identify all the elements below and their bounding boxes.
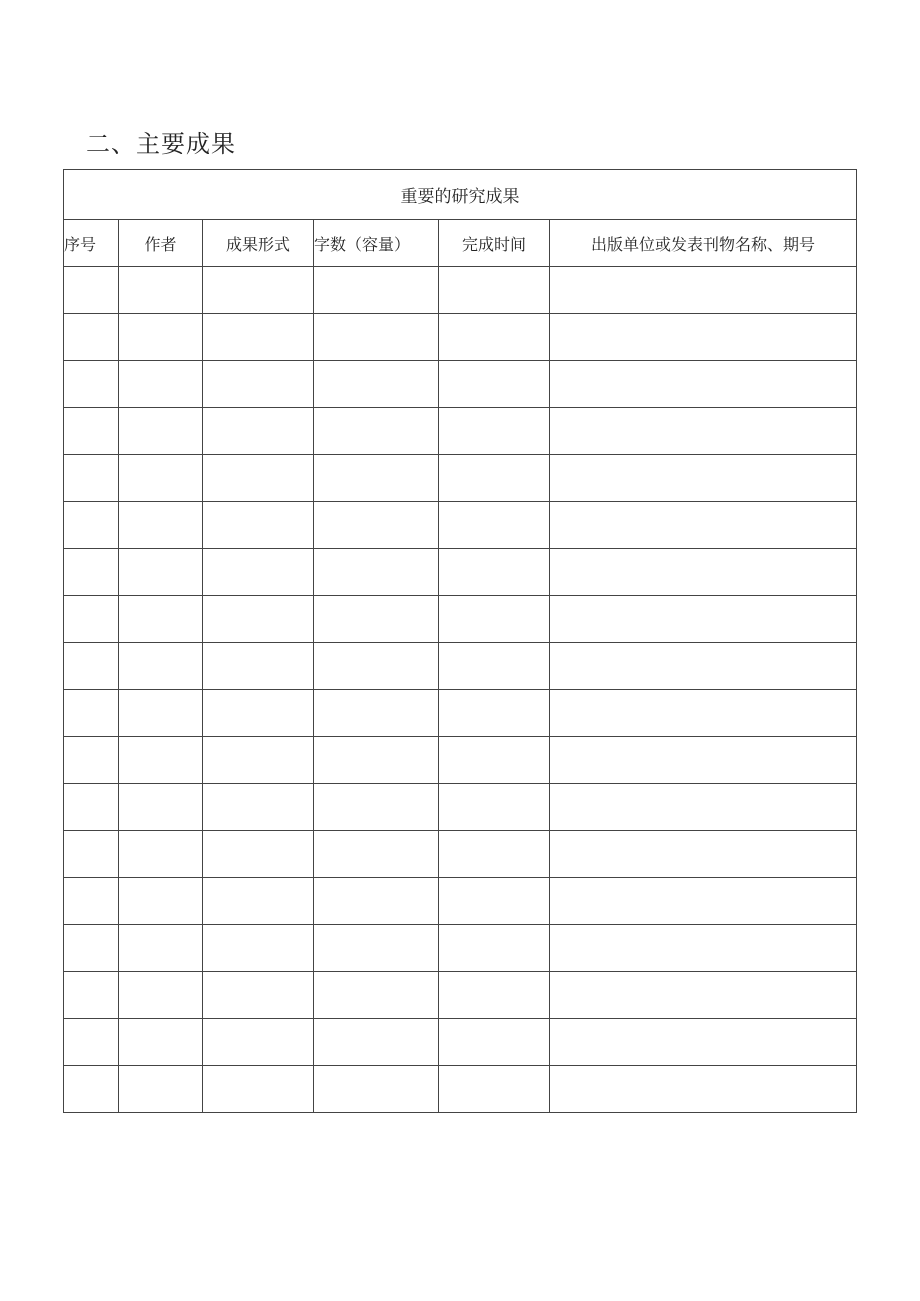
word-count-cell xyxy=(314,549,439,596)
completion-time-cell xyxy=(439,596,550,643)
serial-number-cell xyxy=(64,690,119,737)
completion-time-cell xyxy=(439,878,550,925)
result-form-cell xyxy=(203,831,314,878)
word-count-cell xyxy=(314,1019,439,1066)
table-row xyxy=(64,972,857,1019)
word-count-cell xyxy=(314,737,439,784)
serial-number-cell xyxy=(64,549,119,596)
completion-time-cell xyxy=(439,972,550,1019)
completion-time-cell xyxy=(439,502,550,549)
table-row xyxy=(64,455,857,502)
word-count-cell xyxy=(314,408,439,455)
word-count-cell xyxy=(314,972,439,1019)
publisher-cell xyxy=(550,596,857,643)
result-form-cell xyxy=(203,784,314,831)
publisher-cell xyxy=(550,878,857,925)
publisher-cell xyxy=(550,502,857,549)
author-cell xyxy=(119,831,203,878)
table-row xyxy=(64,408,857,455)
result-form-cell xyxy=(203,972,314,1019)
table-row xyxy=(64,1066,857,1113)
word-count-cell xyxy=(314,831,439,878)
result-form-cell xyxy=(203,1019,314,1066)
word-count-cell xyxy=(314,502,439,549)
completion-time-cell xyxy=(439,314,550,361)
publisher-cell xyxy=(550,314,857,361)
table-header-row xyxy=(64,220,857,267)
result-form-cell xyxy=(203,737,314,784)
word-count-cell xyxy=(314,690,439,737)
word-count-cell xyxy=(314,925,439,972)
result-form-cell xyxy=(203,455,314,502)
result-form-cell xyxy=(203,925,314,972)
word-count-cell xyxy=(314,455,439,502)
table-title: 重要的研究成果 xyxy=(64,170,857,220)
result-form-cell xyxy=(203,361,314,408)
publisher-cell xyxy=(550,737,857,784)
completion-time-cell xyxy=(439,1066,550,1113)
table-row xyxy=(64,361,857,408)
serial-number-cell xyxy=(64,361,119,408)
completion-time-cell xyxy=(439,643,550,690)
word-count-cell xyxy=(314,784,439,831)
author-cell xyxy=(119,878,203,925)
author-cell xyxy=(119,408,203,455)
author-cell xyxy=(119,925,203,972)
research-results-table xyxy=(63,169,857,1113)
publisher-cell xyxy=(550,972,857,1019)
publisher-cell xyxy=(550,408,857,455)
completion-time-cell xyxy=(439,925,550,972)
completion-time-cell xyxy=(439,267,550,314)
serial-number-cell xyxy=(64,1066,119,1113)
result-form-cell xyxy=(203,314,314,361)
table-row xyxy=(64,643,857,690)
author-cell xyxy=(119,502,203,549)
section-heading: 二、主要成果 xyxy=(86,130,236,158)
serial-number-cell xyxy=(64,784,119,831)
serial-number-cell xyxy=(64,502,119,549)
table-row xyxy=(64,878,857,925)
author-cell xyxy=(119,972,203,1019)
serial-number-cell xyxy=(64,267,119,314)
result-form-cell xyxy=(203,502,314,549)
author-cell xyxy=(119,314,203,361)
result-form-cell xyxy=(203,267,314,314)
serial-number-cell xyxy=(64,455,119,502)
table-row xyxy=(64,925,857,972)
publisher-cell xyxy=(550,455,857,502)
table-row xyxy=(64,1019,857,1066)
completion-time-cell xyxy=(439,737,550,784)
completion-time-cell xyxy=(439,1019,550,1066)
result-form-cell xyxy=(203,643,314,690)
publisher-cell xyxy=(550,784,857,831)
author-cell xyxy=(119,1066,203,1113)
author-cell xyxy=(119,643,203,690)
column-header-publisher: 出版单位或发表刊物名称、期号 xyxy=(550,220,857,267)
author-cell xyxy=(119,1019,203,1066)
column-header-serial-number: 序号 xyxy=(64,220,119,267)
column-header-completion-time: 完成时间 xyxy=(439,220,550,267)
completion-time-cell xyxy=(439,831,550,878)
serial-number-cell xyxy=(64,831,119,878)
author-cell xyxy=(119,596,203,643)
result-form-cell xyxy=(203,690,314,737)
publisher-cell xyxy=(550,1019,857,1066)
column-header-result-form: 成果形式 xyxy=(203,220,314,267)
completion-time-cell xyxy=(439,784,550,831)
word-count-cell xyxy=(314,361,439,408)
author-cell xyxy=(119,267,203,314)
publisher-cell xyxy=(550,1066,857,1113)
table-row xyxy=(64,784,857,831)
serial-number-cell xyxy=(64,737,119,784)
table-row xyxy=(64,267,857,314)
completion-time-cell xyxy=(439,455,550,502)
column-header-word-count: 字数（容量） xyxy=(314,220,439,267)
serial-number-cell xyxy=(64,314,119,361)
result-form-cell xyxy=(203,549,314,596)
publisher-cell xyxy=(550,690,857,737)
column-header-author: 作者 xyxy=(119,220,203,267)
table-row xyxy=(64,690,857,737)
author-cell xyxy=(119,549,203,596)
table-row xyxy=(64,314,857,361)
author-cell xyxy=(119,361,203,408)
table-row xyxy=(64,502,857,549)
completion-time-cell xyxy=(439,549,550,596)
author-cell xyxy=(119,737,203,784)
serial-number-cell xyxy=(64,878,119,925)
serial-number-cell xyxy=(64,972,119,1019)
completion-time-cell xyxy=(439,361,550,408)
author-cell xyxy=(119,784,203,831)
word-count-cell xyxy=(314,267,439,314)
serial-number-cell xyxy=(64,596,119,643)
publisher-cell xyxy=(550,361,857,408)
publisher-cell xyxy=(550,643,857,690)
completion-time-cell xyxy=(439,690,550,737)
serial-number-cell xyxy=(64,643,119,690)
word-count-cell xyxy=(314,878,439,925)
word-count-cell xyxy=(314,643,439,690)
publisher-cell xyxy=(550,267,857,314)
author-cell xyxy=(119,455,203,502)
result-form-cell xyxy=(203,1066,314,1113)
publisher-cell xyxy=(550,925,857,972)
results-table-body xyxy=(64,170,857,1113)
serial-number-cell xyxy=(64,1019,119,1066)
result-form-cell xyxy=(203,408,314,455)
table-row xyxy=(64,831,857,878)
table-title-row xyxy=(64,170,857,220)
serial-number-cell xyxy=(64,408,119,455)
serial-number-cell xyxy=(64,925,119,972)
publisher-cell xyxy=(550,831,857,878)
word-count-cell xyxy=(314,596,439,643)
word-count-cell xyxy=(314,314,439,361)
table-row xyxy=(64,549,857,596)
publisher-cell xyxy=(550,549,857,596)
word-count-cell xyxy=(314,1066,439,1113)
table-row xyxy=(64,596,857,643)
table-row xyxy=(64,737,857,784)
completion-time-cell xyxy=(439,408,550,455)
result-form-cell xyxy=(203,596,314,643)
author-cell xyxy=(119,690,203,737)
result-form-cell xyxy=(203,878,314,925)
